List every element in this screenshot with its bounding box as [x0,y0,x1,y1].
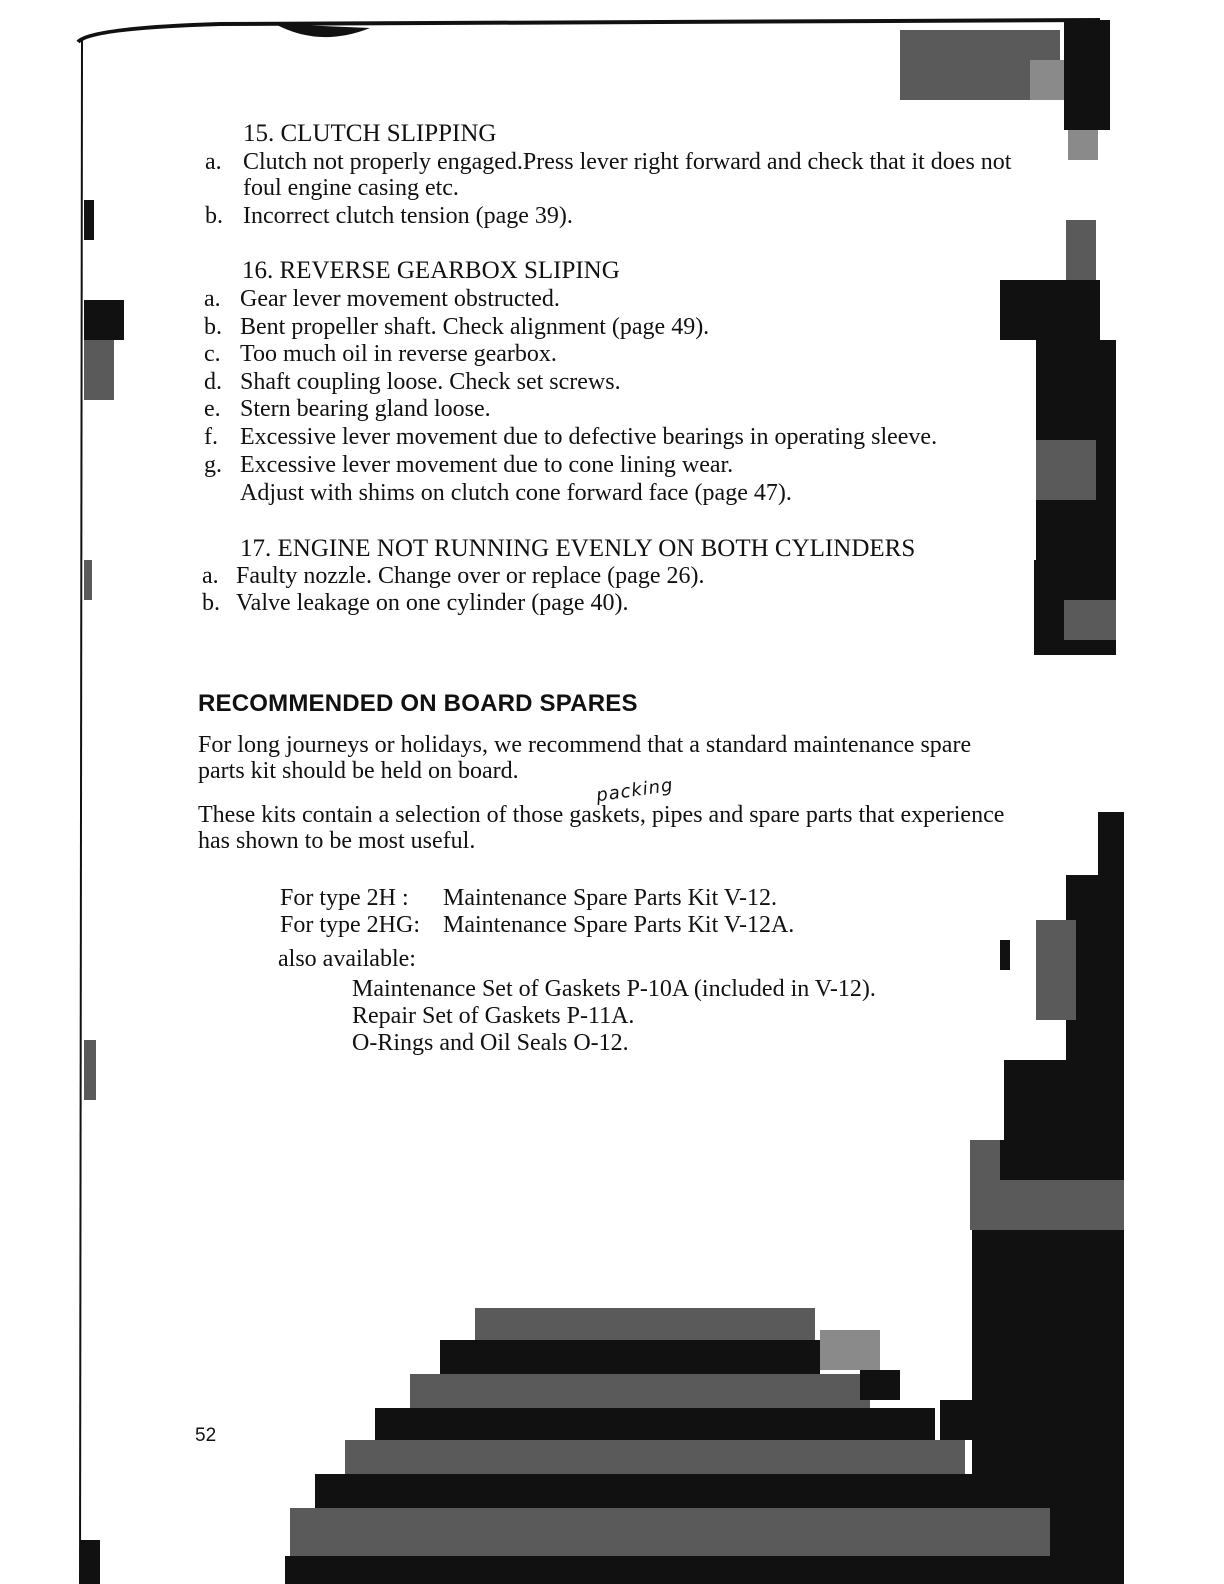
kit-sep: : [396,885,415,911]
item-label: a. [202,563,219,589]
kit-sep: : [413,912,420,938]
kit-name: Maintenance Spare Parts Kit V-12A. [443,912,795,938]
spares-para-1-line-1: For long journeys or holidays, we recommend that a standard maintenance spare [198,732,972,758]
item-text: Faulty nozzle. Change over or replace (page 26). [236,563,705,589]
kit-row [280,884,777,912]
item-text: Excessive lever movement due to defective bearings in operating sleeve. [240,424,938,450]
item-text: Clutch not properly engaged.Press lever right forward and check that it does not [243,149,1012,175]
section-16-heading: 16. REVERSE GEARBOX SLIPING [242,257,620,284]
section-15-heading: 15. CLUTCH SLIPPING [243,120,497,147]
also-item: Maintenance Set of Gaskets P-10A (included in V-12). [352,976,876,1002]
item-text: Gear lever movement obstructed. [240,286,560,312]
item-text: Too much oil in reverse gearbox. [240,341,557,367]
spares-para-2-line-1: These kits contain a selection of those gaskets, pipes and spare parts that experience [198,802,1005,828]
item-label: e. [204,396,221,422]
item-label: b. [204,314,222,340]
page-number: 52 [195,1425,217,1446]
also-item: O-Rings and Oil Seals O-12. [352,1030,629,1056]
section-17-heading: 17. ENGINE NOT RUNNING EVENLY ON BOTH CYLINDERS [240,535,916,562]
item-label: a. [205,149,222,175]
item-text: foul engine casing etc. [243,175,459,201]
item-text: Excessive lever movement due to cone lining wear. [240,452,734,478]
kit-row [280,911,795,939]
handwritten-annotation: packing [594,774,675,807]
spares-para-2-line-2: has shown to be most useful. [198,828,476,854]
item-text: Bent propeller shaft. Check alignment (page 49). [240,314,710,340]
item-label: c. [204,341,221,367]
item-text: Incorrect clutch tension (page 39). [243,203,573,229]
kit-type: For type 2H [280,885,396,911]
spares-title: RECOMMENDED ON BOARD SPARES [198,690,638,717]
item-text: Stern bearing gland loose. [240,396,491,422]
item-label: f. [204,424,218,450]
spares-para-1-line-2: parts kit should be held on board. [198,758,519,784]
item-text: Shaft coupling loose. Check set screws. [240,369,621,395]
item-label: b. [205,203,223,229]
also-available-label: also available: [278,946,416,972]
item-label: g. [204,452,222,478]
item-label: b. [202,590,220,616]
kit-name: Maintenance Spare Parts Kit V-12. [443,885,777,911]
item-label: d. [204,369,222,395]
item-text: Adjust with shims on clutch cone forward face (page 47). [240,480,792,506]
item-label: a. [204,286,221,312]
also-item: Repair Set of Gaskets P-11A. [352,1003,635,1029]
kit-type: For type 2HG [280,912,414,938]
item-text: Valve leakage on one cylinder (page 40). [236,590,629,616]
